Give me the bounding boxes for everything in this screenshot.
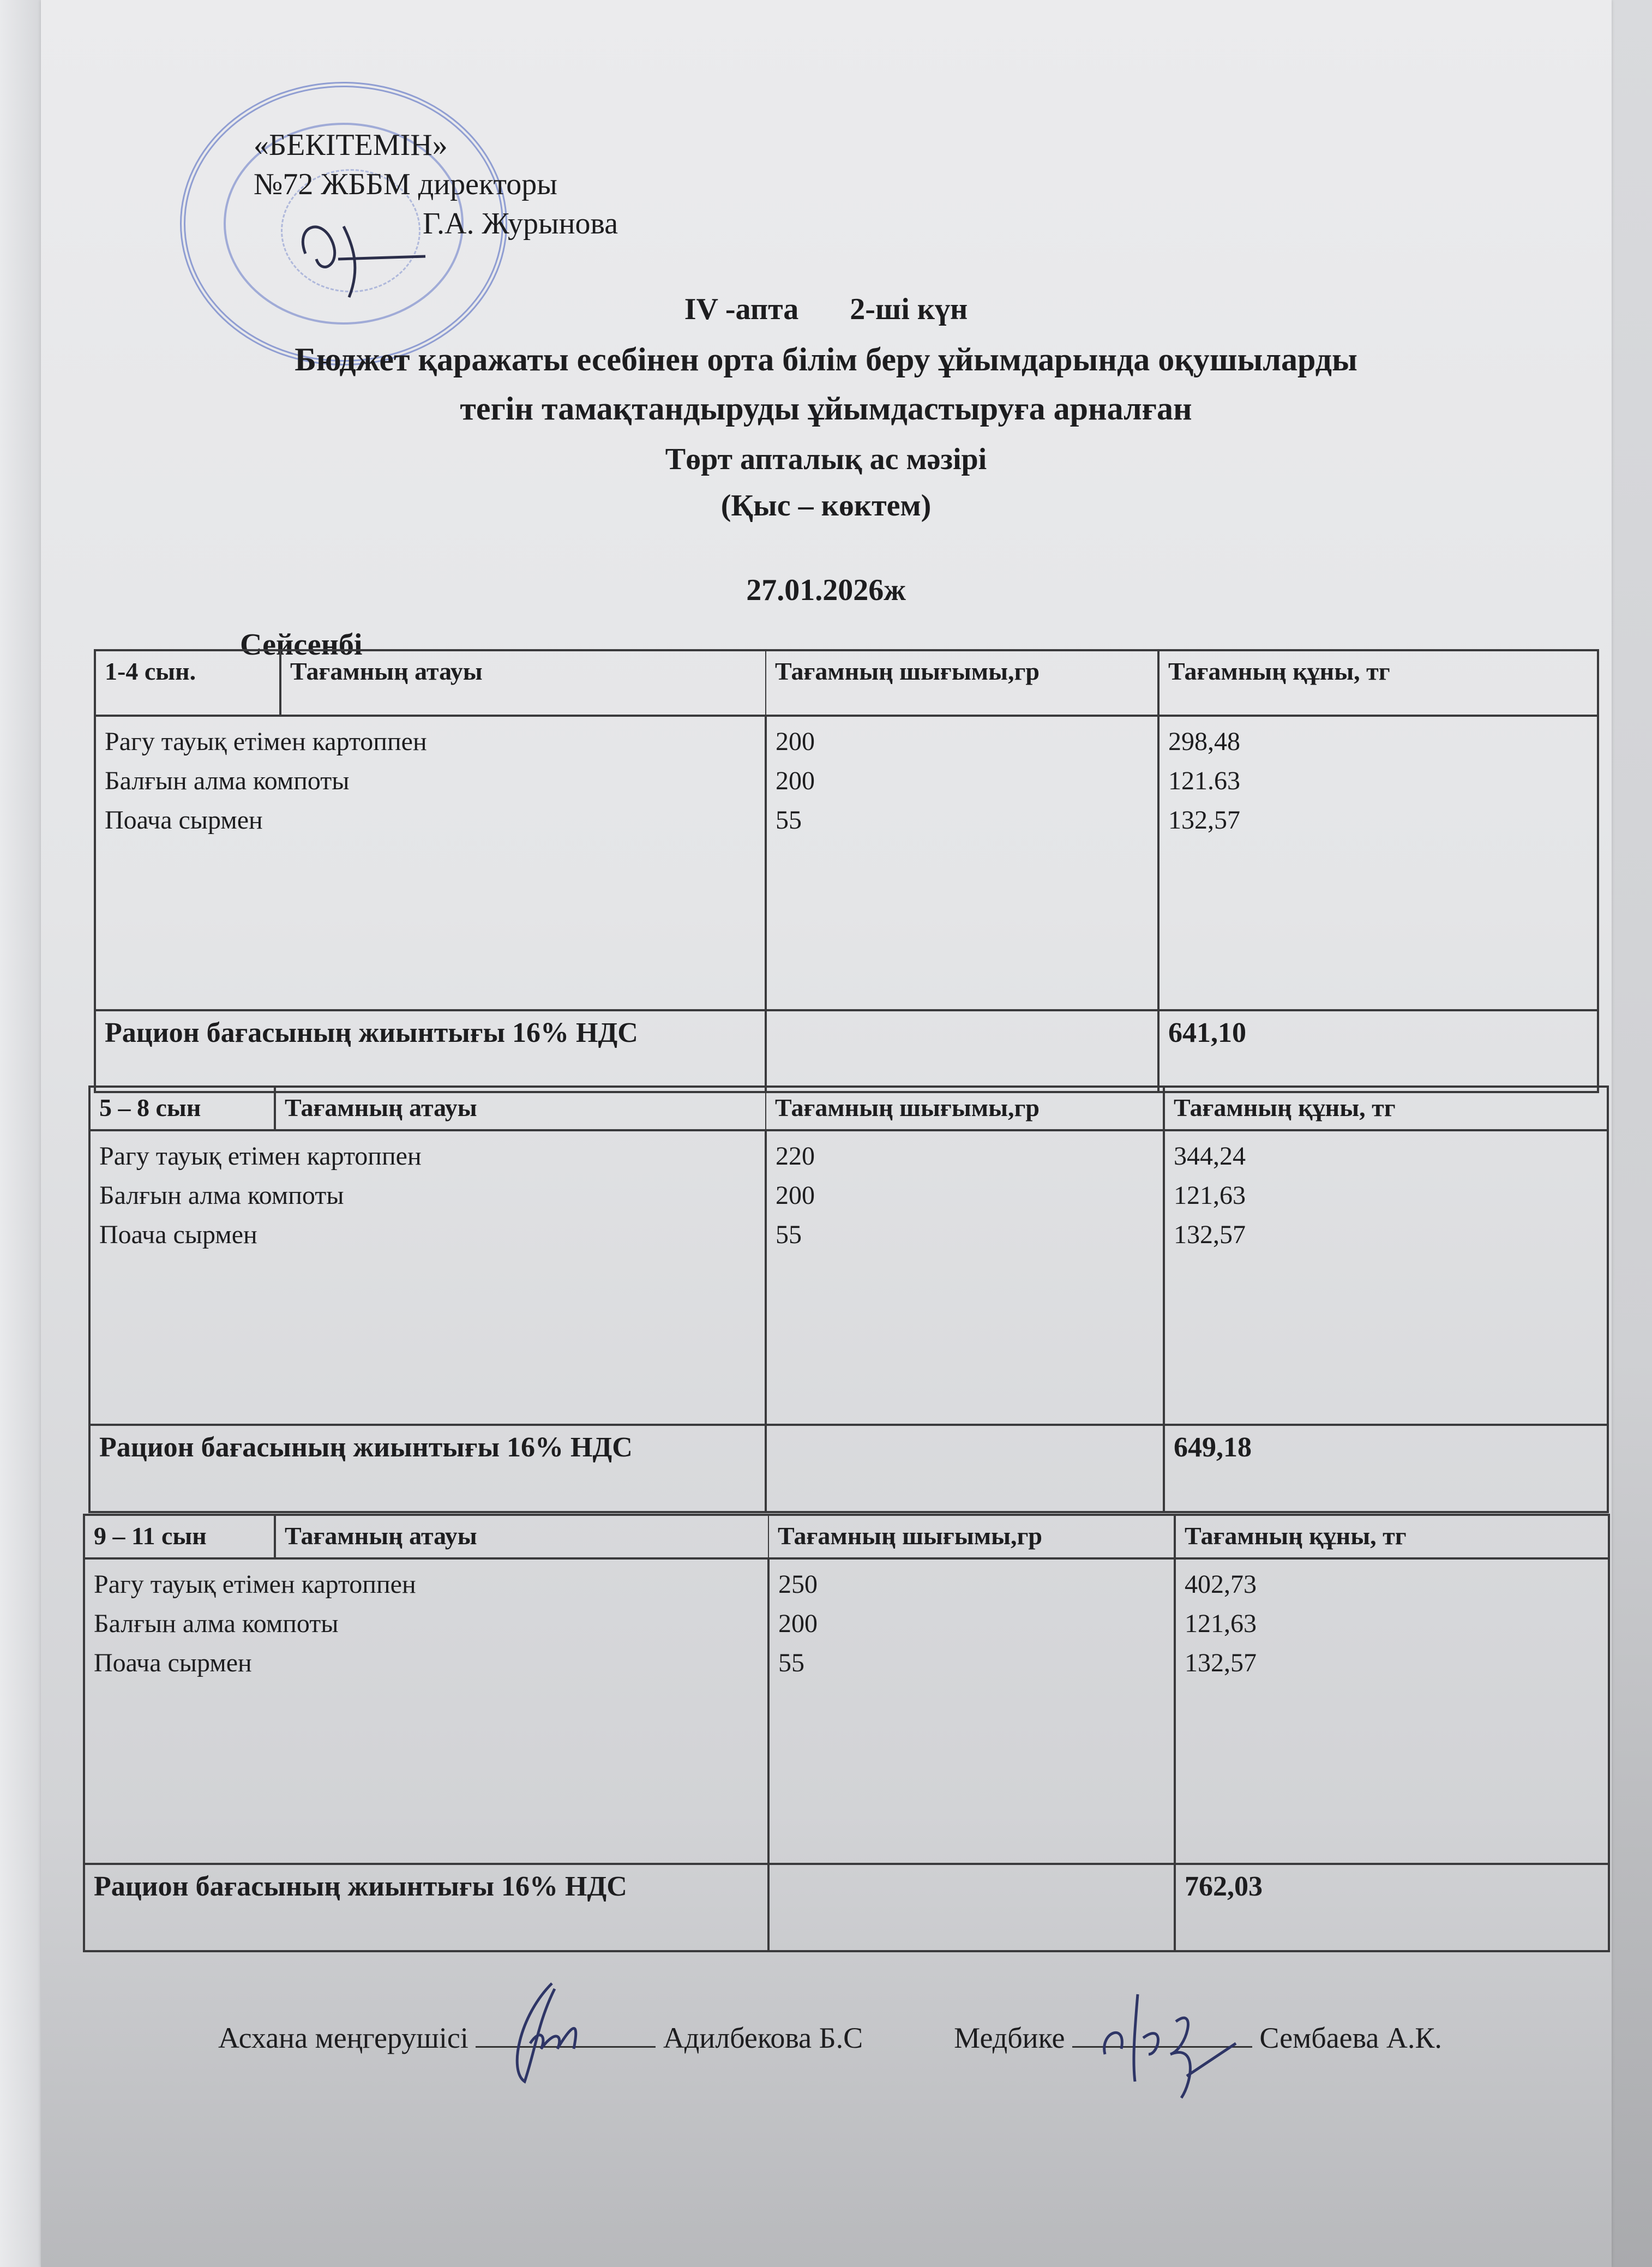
kitchen-head-signature-line [476, 2024, 656, 2048]
nurse-signature-icon [1083, 1972, 1258, 2103]
season-label: (Қыс – көктем) [720, 489, 932, 523]
table-row [95, 716, 1598, 1010]
column-header-price: Тағамның құны, тг [1164, 1087, 1608, 1130]
column-header-name: Тағамның атауы [275, 1515, 768, 1558]
table-header-row [84, 1515, 1609, 1558]
document-date: 27.01.2026ж [746, 573, 906, 607]
kitchen-head-role: Асхана меңгерушісі [218, 2022, 468, 2054]
grade-cell: 5 – 8 сын [89, 1087, 275, 1130]
dish-price: 298,48 [1168, 727, 1240, 756]
dish-prices [1175, 1558, 1609, 1864]
dish-name: Поача сырмен [99, 1220, 257, 1249]
total-value: 762,03 [1175, 1864, 1609, 1951]
menu-table-grades-9-11 [83, 1514, 1610, 1952]
total-label: Рацион бағасының жиынтығы 16% НДС [89, 1425, 766, 1512]
nurse-role: Медбике [954, 2022, 1065, 2054]
dish-price: 121,63 [1185, 1609, 1257, 1638]
nurse-signature-line [1072, 2024, 1252, 2048]
dish-weights [766, 1130, 1164, 1425]
title-line-3: Төрт апталық ас мәзірі [665, 442, 987, 476]
dish-name: Балғын алма компоты [99, 1181, 344, 1210]
total-row [95, 1010, 1598, 1092]
table-row [89, 1130, 1608, 1425]
kitchen-head-signature-icon [486, 1972, 650, 2092]
total-value: 641,10 [1158, 1010, 1598, 1092]
total-label: Рацион бағасының жиынтығы 16% НДС [84, 1864, 768, 1951]
empty-cell [766, 1010, 1158, 1092]
dish-price: 344,24 [1174, 1142, 1246, 1171]
menu-table-grades-1-4 [94, 649, 1599, 1093]
dish-price: 121.63 [1168, 766, 1240, 795]
table-row [84, 1558, 1609, 1864]
dish-price: 132,57 [1168, 806, 1240, 835]
dish-name: Рагу тауық етімен картоппен [105, 727, 427, 756]
dish-price: 132,57 [1174, 1220, 1246, 1249]
dish-names [95, 716, 766, 1010]
column-header-price: Тағамның құны, тг [1158, 650, 1598, 716]
dish-weight: 55 [776, 806, 802, 835]
total-row [84, 1864, 1609, 1951]
table-header-row [89, 1087, 1608, 1130]
approval-position: №72 ЖББМ директоры [254, 167, 557, 201]
dish-weight: 200 [778, 1609, 818, 1638]
table-header-row [95, 650, 1598, 716]
column-header-weight: Тағамның шығымы,гр [768, 1515, 1175, 1558]
column-header-price: Тағамның құны, тг [1175, 1515, 1609, 1558]
dish-weight: 55 [776, 1220, 802, 1249]
dish-weight: 220 [776, 1142, 815, 1171]
column-header-weight: Тағамның шығымы,гр [766, 650, 1158, 716]
title-line-1: Бюджет қаражаты есебінен орта білім беру ұйымдарында оқушыларды [295, 341, 1357, 377]
dish-weights [768, 1558, 1175, 1864]
total-row [89, 1425, 1608, 1512]
week-day-header [0, 292, 1652, 327]
dish-weight: 200 [776, 1181, 815, 1210]
dish-price: 132,57 [1185, 1648, 1257, 1677]
director-name: Г.А. Журынова [423, 207, 618, 241]
dish-name: Поача сырмен [105, 806, 263, 835]
column-header-name: Тағамның атауы [275, 1087, 766, 1130]
weekday-label: Сейсенбі [240, 628, 363, 662]
nurse-name: Сембаева А.К. [1259, 2022, 1442, 2054]
week-label: IV -апта [684, 292, 799, 326]
signatures-footer [218, 2021, 1442, 2055]
total-label: Рацион бағасының жиынтығы 16% НДС [95, 1010, 766, 1092]
approval-title: «БЕКІТЕМІН» [254, 128, 448, 162]
dish-name: Балғын алма компоты [105, 766, 350, 795]
dish-weight: 55 [778, 1648, 804, 1677]
dish-price: 402,73 [1185, 1570, 1257, 1599]
grade-cell: 1-4 сын. [95, 650, 280, 716]
dish-weight: 250 [778, 1570, 818, 1599]
dish-prices [1158, 716, 1598, 1010]
empty-cell [766, 1425, 1164, 1512]
dish-name: Балғын алма компоты [94, 1609, 339, 1638]
director-signature-icon [289, 194, 431, 303]
dish-names [89, 1130, 766, 1425]
dish-name: Рагу тауық етімен картоппен [94, 1570, 416, 1599]
dish-weight: 200 [776, 727, 815, 756]
dish-names [84, 1558, 768, 1864]
dish-name: Рагу тауық етімен картоппен [99, 1142, 422, 1171]
background-left [0, 0, 41, 2267]
dish-prices [1164, 1130, 1608, 1425]
column-header-name: Тағамның атауы [280, 650, 766, 716]
day-label: 2-ші күн [850, 292, 968, 326]
total-value: 649,18 [1164, 1425, 1608, 1512]
dish-name: Поача сырмен [94, 1648, 252, 1677]
title-line-2: тегін тамақтандыруды ұйымдастыруға арналған [460, 391, 1192, 427]
grade-cell: 9 – 11 сын [84, 1515, 275, 1558]
column-header-weight: Тағамның шығымы,гр [766, 1087, 1164, 1130]
menu-table-grades-5-8 [88, 1085, 1609, 1513]
dish-weights [766, 716, 1158, 1010]
dish-weight: 200 [776, 766, 815, 795]
kitchen-head-name: Адилбекова Б.С [663, 2022, 863, 2054]
dish-price: 121,63 [1174, 1181, 1246, 1210]
empty-cell [768, 1864, 1175, 1951]
